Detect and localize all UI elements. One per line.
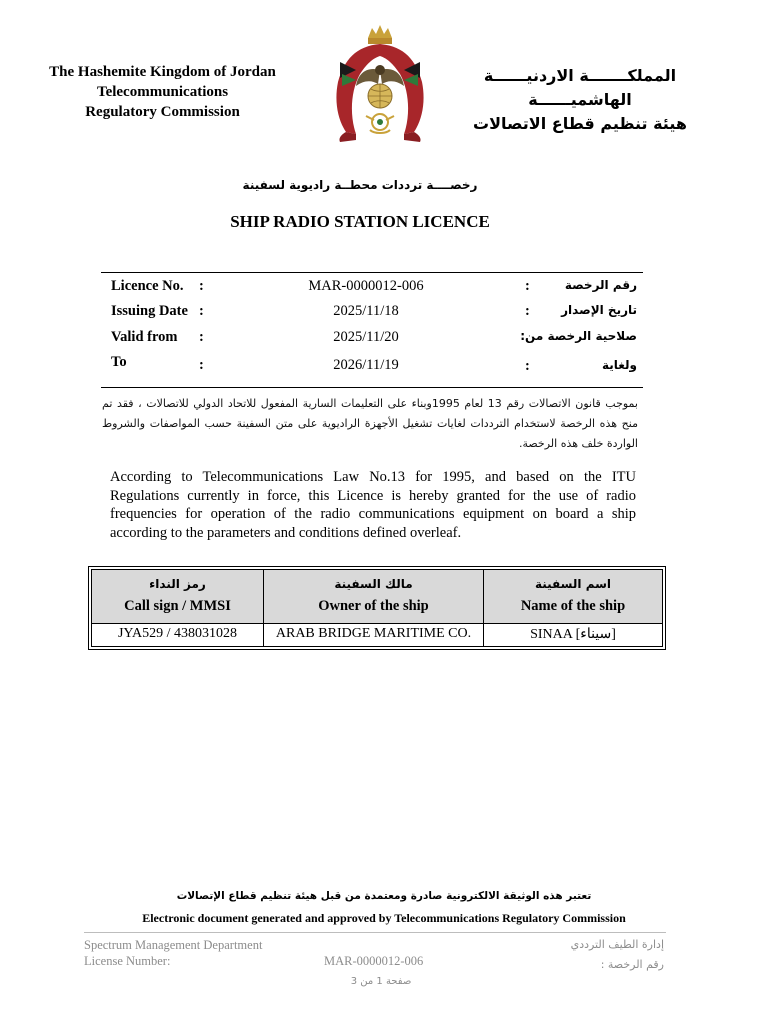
commission-name-ar: هيئة تنظيم قطاع الاتصالات	[473, 114, 687, 133]
info-label-ar: ولغاية	[601, 358, 637, 372]
info-row-valid-from	[101, 329, 643, 351]
header-call-sign: رمز النداء Call sign / MMSI	[92, 570, 263, 623]
info-value: 2025/11/20	[333, 329, 399, 345]
info-colon: :	[199, 329, 204, 345]
cell-owner: ARAB BRIDGE MARITIME CO.	[275, 626, 472, 641]
info-bottom-rule	[101, 387, 643, 388]
info-row-issuing-date	[101, 303, 643, 325]
info-colon: :	[199, 357, 204, 373]
header-english	[20, 62, 305, 122]
commission-name-en-line1: Telecommunications	[96, 84, 229, 100]
info-colon: :	[525, 278, 530, 294]
document-title-ar: رخصــــة ترددات محطــة راديوية لسفينة	[242, 178, 478, 192]
cell-call-sign: JYA529 / 438031028	[117, 626, 237, 641]
table-header-divider	[92, 623, 662, 624]
kingdom-name-ar: المملكـــــــة الاردنيــــــة الهاشميــــــة	[483, 66, 677, 109]
info-label-ar: صلاحية الرخصة من:	[520, 329, 637, 343]
info-value: 2025/11/18	[333, 303, 399, 319]
info-colon: :	[525, 358, 530, 374]
preamble-arabic: بموجب قانون الاتصالات رقم 13 لعام 1995وبناء على التعليمات السارية المفعول للاتحاد الدولي للاتصالات ، فقد تم منح هذه الرخصة لاستخدام الترددات لغايات تشغيل الأجهزة الراديوية على متن السفينة حسب المواصفات والشروط الواردة خلف هذه الرخصة.	[102, 397, 638, 450]
footer-license-label-ar: رقم الرخصة :	[600, 958, 664, 971]
info-value: 2026/11/19	[333, 357, 399, 373]
info-label: To	[111, 354, 127, 370]
cell-ship-name: SINAA [سيناء]	[530, 627, 616, 642]
info-label-ar: تاريخ الإصدار	[561, 303, 637, 317]
info-label-ar: رقم الرخصة	[564, 278, 637, 292]
electronic-note-ar: تعتبر هذه الوثيقة الالكترونية صادرة ومعتمدة من قبل هيئة تنظيم قطاع الإتصالات	[176, 890, 592, 902]
commission-name-en-line2: Regulatory Commission	[85, 104, 240, 120]
header-arabic	[440, 64, 720, 136]
page-number: صفحة 1 من 3	[350, 976, 412, 987]
info-label: Issuing Date	[111, 303, 188, 319]
footer-department-en: Spectrum Management Department	[84, 938, 263, 952]
electronic-note-en: Electronic document generated and approved by Telecommunications Regulatory Commission	[142, 911, 626, 925]
info-top-rule	[101, 272, 643, 273]
info-row-valid-to	[101, 354, 643, 376]
kingdom-name-en: The Hashemite Kingdom of Jordan	[49, 64, 276, 80]
info-label: Licence No.	[111, 278, 184, 294]
footer-rule	[84, 932, 666, 933]
preamble-english: According to Telecommunications Law No.13 for 1995, and based on the ITU Regulations currently in force, this Licence is hereby granted for the use of radio frequencies for operation of the radio communications equipment on board a ship according to the parameters and conditions defined overleaf.	[110, 469, 636, 541]
header-owner: مالك السفينة Owner of the ship	[264, 570, 483, 623]
header-ship-name: اسم السفينة Name of the ship	[484, 570, 662, 623]
document-title: SHIP RADIO STATION LICENCE	[230, 212, 490, 231]
info-label: Valid from	[111, 329, 178, 345]
info-value: MAR-0000012-006	[308, 278, 424, 294]
footer-license-label-en: License Number:	[84, 954, 171, 968]
info-row-licence-no	[101, 278, 643, 300]
footer-license-number: MAR-0000012-006	[324, 954, 424, 968]
info-colon: :	[199, 278, 204, 294]
footer-department-ar: إدارة الطيف الترددي	[570, 938, 664, 951]
coat-of-arms-emblem	[316, 22, 444, 152]
ship-table	[91, 569, 663, 647]
info-colon: :	[199, 303, 204, 319]
info-colon: :	[525, 303, 530, 319]
